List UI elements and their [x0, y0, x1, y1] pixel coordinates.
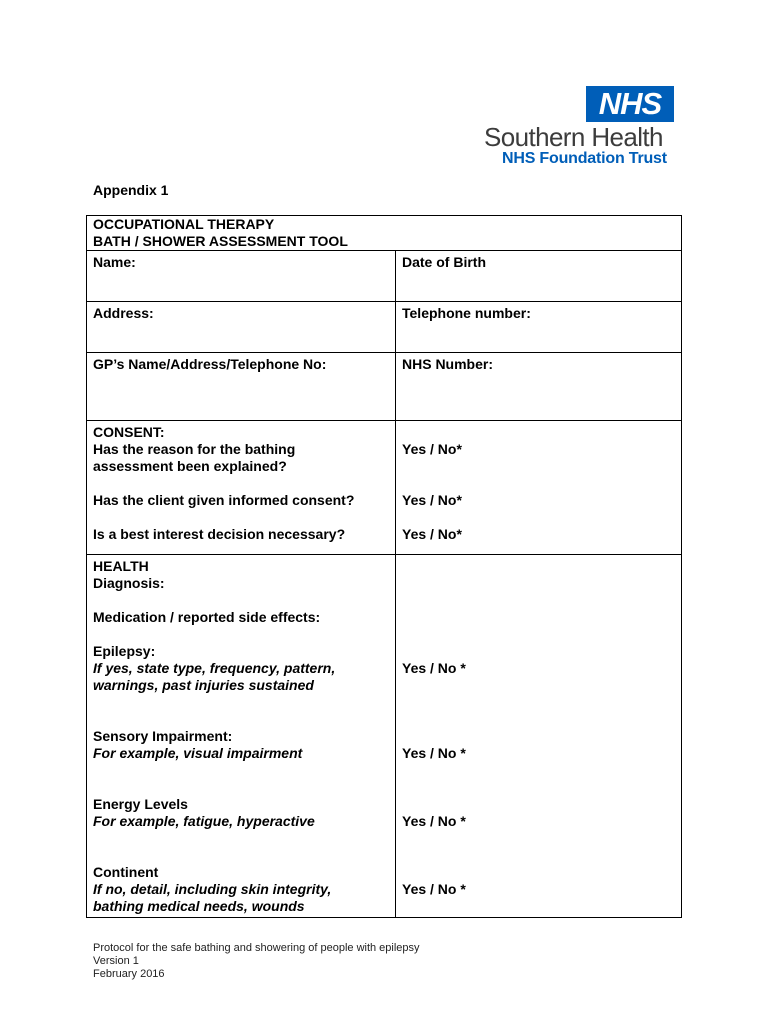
energy-note: For example, fatigue, hyperactive	[93, 813, 315, 829]
epilepsy-label: Epilepsy:	[93, 643, 156, 659]
consent-q3: Is a best interest decision necessary?	[93, 526, 346, 542]
consent-q2: Has the client given informed consent?	[93, 492, 355, 508]
form-title	[87, 216, 682, 251]
epilepsy-note-line1: If yes, state type, frequency, pattern,	[93, 660, 336, 676]
continent-note-line2: bathing medical needs, wounds	[93, 898, 305, 914]
sensory-label: Sensory Impairment:	[93, 728, 233, 744]
address-label: Address:	[93, 305, 154, 321]
telephone-label: Telephone number:	[402, 305, 531, 321]
diagnosis-label: Diagnosis:	[93, 575, 165, 591]
consent-heading: CONSENT:	[93, 424, 165, 440]
energy-answer[interactable]: Yes / No *	[402, 813, 466, 829]
consent-questions-cell	[87, 421, 396, 555]
telephone-cell[interactable]	[396, 302, 682, 353]
footer-date: February 2016	[93, 968, 165, 980]
medication-label: Medication / reported side effects:	[93, 609, 321, 625]
consent-q1-answer[interactable]: Yes / No*	[402, 441, 462, 457]
gp-label: GP’s Name/Address/Telephone No:	[93, 356, 327, 372]
nhs-number-label: NHS Number:	[402, 356, 494, 372]
sensory-note: For example, visual impairment	[93, 745, 303, 761]
energy-label: Energy Levels	[93, 796, 188, 812]
continent-answer[interactable]: Yes / No *	[402, 881, 466, 897]
gp-row	[87, 353, 682, 421]
consent-q3-answer[interactable]: Yes / No*	[402, 526, 462, 542]
continent-label: Continent	[93, 864, 159, 880]
nhs-number-cell[interactable]	[396, 353, 682, 421]
nhs-badge: NHS	[586, 86, 674, 122]
org-subtitle: NHS Foundation Trust	[502, 150, 667, 167]
title-row	[87, 216, 682, 251]
footer-protocol: Protocol for the safe bathing and showering of people with epilepsy	[93, 942, 420, 954]
consent-q1-line1: Has the reason for the bathing	[93, 441, 296, 457]
health-heading: HEALTH	[93, 558, 149, 574]
footer	[93, 942, 420, 981]
gp-cell[interactable]	[87, 353, 396, 421]
epilepsy-answer[interactable]: Yes / No *	[402, 660, 466, 676]
form-title-line2: BATH / SHOWER ASSESSMENT TOOL	[93, 233, 348, 249]
consent-q1-line2: assessment been explained?	[93, 458, 287, 474]
consent-row	[87, 421, 682, 555]
address-cell[interactable]	[87, 302, 396, 353]
name-cell[interactable]	[87, 251, 396, 302]
health-answers-cell	[396, 555, 682, 918]
continent-note-line1: If no, detail, including skin integrity,	[93, 881, 332, 897]
footer-version: Version 1	[93, 955, 139, 967]
address-row	[87, 302, 682, 353]
health-questions-cell	[87, 555, 396, 918]
assessment-form-table	[86, 215, 682, 918]
name-label: Name:	[93, 254, 136, 270]
form-title-line1: OCCUPATIONAL THERAPY	[93, 216, 275, 232]
sensory-answer[interactable]: Yes / No *	[402, 745, 466, 761]
consent-answers-cell	[396, 421, 682, 555]
epilepsy-note-line2: warnings, past injuries sustained	[93, 677, 314, 693]
dob-label: Date of Birth	[402, 254, 486, 270]
name-row	[87, 251, 682, 302]
dob-cell[interactable]	[396, 251, 682, 302]
nhs-logo	[480, 86, 680, 170]
org-name: Southern Health	[484, 122, 663, 152]
appendix-label: Appendix 1	[93, 182, 169, 198]
consent-q2-answer[interactable]: Yes / No*	[402, 492, 462, 508]
health-row	[87, 555, 682, 918]
